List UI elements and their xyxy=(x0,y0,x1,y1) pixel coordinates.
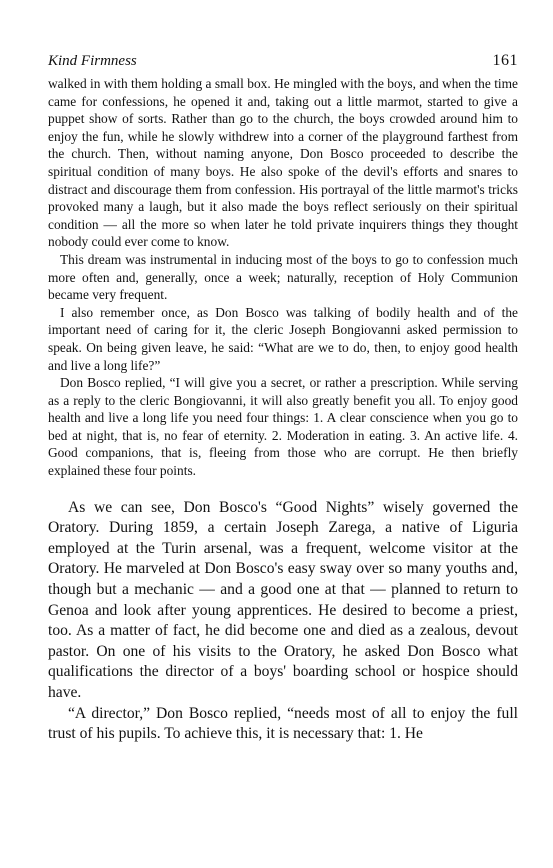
paragraph-four-things-prescription: Don Bosco replied, “I will give you a secret, or rather a prescription. While serving as a reply to the cleric Bongiovanni, it will also greatly benefit you all. To enjoy good health and live a long life you need four things: 1. A clear conscience when you go to bed at night, that is, no fear of eternity. 2. Moderation in eating. 3. An active life. 4. Good companions, that is, fleeing from those who are corrupt. He then briefly explained these four points. xyxy=(48,375,518,479)
page-number: 161 xyxy=(492,52,518,69)
paragraph-director-reply: “A director,” Don Bosco replied, “needs most of all to enjoy the full trust of his pupils. To achieve this, it is necessary that: 1. He xyxy=(48,704,518,743)
running-head xyxy=(48,52,518,70)
running-title: Kind Firmness xyxy=(48,53,137,69)
paragraph-dream-effect: This dream was instrumental in inducing most of the boys to go to confession much more often and, generally, once a week; naturally, reception of Holy Communion became very frequent. xyxy=(48,251,518,303)
paragraph-marmot-puppet-show: walked in with them holding a small box. He mingled with the boys, and when the time came for confessions, he opened it and, taking out a little marmot, started to give a puppet show of sorts. Rather than go to the church, the boys crowded around him to enjoy the fun, while he slowly withdrew into a corner of the playground farthest from the church. Then, without naming anyone, Don Bosco proceeded to describe the spiritual condition of many boys. He also spoke of the devil's efforts and snares to distract and discourage them from confession. His portrayal of the little marmot's tricks provoked many a laugh, but it also made the boys reflect seriously on their spiritual condition — all the more so when later he told private inquirers things they thought nobody could ever come to know. xyxy=(48,76,518,250)
quoted-recollection xyxy=(48,75,518,480)
book-page xyxy=(48,52,518,745)
paragraph-zarega-visit: As we can see, Don Bosco's “Good Nights” wisely governed the Oratory. During 1859, a certain Joseph Zarega, a native of Liguria employed at the Turin arsenal, was a frequent, welcome visitor at the Oratory. He marveled at Don Bosco's easy sway over so many youths and, though but a mechanic — and a good one at that — planned to return to Genoa and look after young apprentices. He desired to become a priest, too. As a matter of fact, he did become one and died as a zealous, devout pastor. On one of his visits to the Oratory, he asked Don Bosco what qualifications the director of a boys' boarding school or hospice should have. xyxy=(48,498,518,701)
paragraph-bongiovanni-question: I also remember once, as Don Bosco was talking of bodily health and of the important need of caring for it, the cleric Joseph Bongiovanni asked permission to speak. On being given leave, he said: “What are we to do, then, to enjoy good health and live a long life?” xyxy=(48,304,518,373)
main-narrative xyxy=(48,498,518,745)
